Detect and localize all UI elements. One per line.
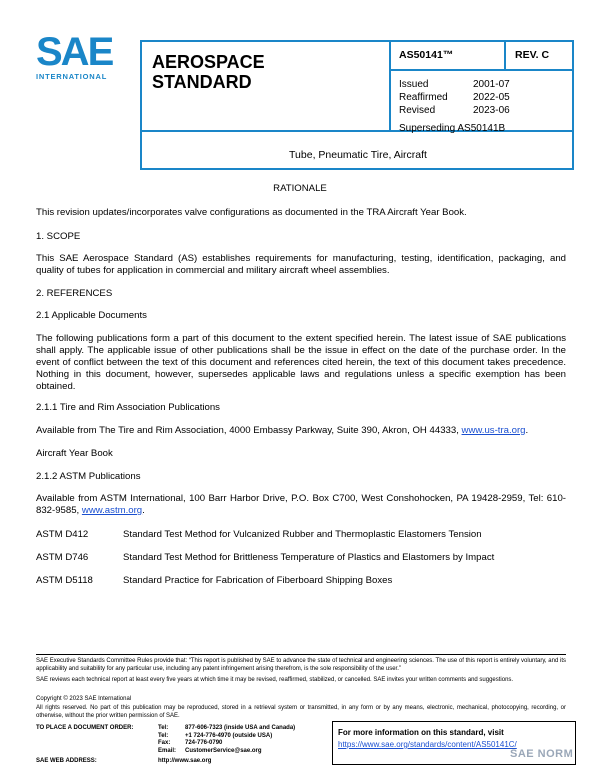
watermark: SAE NORM bbox=[510, 748, 574, 760]
web-address: http://www.sae.org bbox=[158, 758, 212, 764]
footer-review: SAE reviews each technical report at least every five years at which time it may be revised, reaffirmed, stabilized, or cancelled. SAE invites your written comments and suggestions. bbox=[36, 677, 514, 683]
sae-logo-mark: SAE bbox=[36, 30, 113, 74]
list-item: ASTM D412 Standard Test Method for Vulcanized Rubber and Thermoplastic Elastomers Tension bbox=[36, 529, 482, 540]
contact-row: Email: CustomerService@sae.org bbox=[158, 747, 262, 754]
sae-logo bbox=[36, 30, 126, 81]
document-number: AS50141™ bbox=[399, 49, 454, 61]
date-row-issued: Issued 2001-07 bbox=[399, 79, 510, 90]
astm-list bbox=[36, 529, 576, 587]
date-row-reaffirmed: Reaffirmed 2022-05 bbox=[399, 92, 510, 103]
web-label: SAE WEB ADDRESS: bbox=[36, 758, 97, 764]
footer-rights: All rights reserved. No part of this publication may be reproduced, stored in a retrieval system or transmitted, in any form or by any means, electronic, mechanical, photocopying, recording, or otherwise, without the prior written permission of SAE. bbox=[36, 705, 566, 719]
standard-link[interactable]: https://www.sae.org/standards/content/AS50141C/ bbox=[338, 740, 517, 749]
section-2-1-text: The following publications form a part of this document to the extent specified herein. The latest issue of SAE publications shall apply. The applicable issue of other publications shall be the issue in effect on the date of the purchase order. In the event of conflict between the text of this document and references cited herein, the text of this document takes precedence. Nothing in this document, however, supersedes applicable laws and regulations unless a specific exemption has been obtained. bbox=[36, 333, 566, 392]
contact-row: Tel: +1 724-776-4970 (outside USA) bbox=[158, 732, 273, 739]
date-row-revised: Revised 2023-06 bbox=[399, 105, 510, 116]
rationale-text: This revision updates/incorporates valve configurations as documented in the TRA Aircraft Year Book. bbox=[36, 207, 467, 218]
order-contacts bbox=[158, 725, 330, 755]
section-2-heading: 2. REFERENCES bbox=[36, 288, 113, 299]
header-box bbox=[140, 40, 574, 170]
list-item: ASTM D746 Standard Test Method for Brittleness Temperature of Plastics and Elastomers by Impact bbox=[36, 552, 495, 563]
rationale-heading: RATIONALE bbox=[273, 183, 327, 194]
astm-link[interactable]: www.astm.org bbox=[81, 505, 143, 516]
footer-copyright: Copyright © 2023 SAE International bbox=[36, 696, 132, 702]
section-2-1-1-heading: 2.1.1 Tire and Rim Association Publications bbox=[36, 402, 220, 413]
tra-link[interactable]: www.us-tra.org bbox=[461, 425, 526, 436]
aircraft-year-book: Aircraft Year Book bbox=[36, 448, 113, 459]
section-2-1-2-heading: 2.1.2 ASTM Publications bbox=[36, 471, 141, 482]
date-list bbox=[399, 78, 569, 117]
contact-row: Fax: 724-776-0790 bbox=[158, 740, 223, 747]
title-line-2: STANDARD bbox=[152, 72, 252, 92]
document-subject: Tube, Pneumatic Tire, Aircraft bbox=[289, 149, 427, 161]
sae-logo-subtitle: INTERNATIONAL bbox=[36, 72, 108, 81]
tra-availability: Available from The Tire and Rim Association, 4000 Embassy Parkway, Suite 390, Akron, OH 44333, www.us-tra.org. bbox=[36, 425, 529, 436]
revision-label: REV. C bbox=[515, 49, 550, 61]
section-1-heading: 1. SCOPE bbox=[36, 231, 81, 242]
astm-availability: Available from ASTM International, 100 Barr Harbor Drive, P.O. Box C700, West Conshohocken, PA 19428-2959, Tel: 610-832-9585, www.astm.org. bbox=[36, 493, 566, 516]
footer-rules: SAE Executive Standards Committee Rules provide that: “This report is published by SAE to advance the state of technical and engineering sciences. The use of this report is entirely voluntary, and its applicability and suitability for any particular use, including any patent infringement arising therefrom, is the sole responsibility of the user.” bbox=[36, 658, 566, 672]
footer-divider bbox=[36, 654, 566, 655]
title-line-1: AEROSPACE bbox=[152, 52, 265, 72]
superseding-note: Superseding AS50141B bbox=[399, 123, 506, 134]
document-type bbox=[152, 52, 265, 92]
order-label: TO PLACE A DOCUMENT ORDER: bbox=[36, 725, 134, 731]
section-2-1-heading: 2.1 Applicable Documents bbox=[36, 310, 147, 321]
section-1-text: This SAE Aerospace Standard (AS) establishes requirements for manufacturing, testing, identification, packaging, and quality of tubes for application in commercial and military aircraft wheel assemblies. bbox=[36, 253, 566, 276]
list-item: ASTM D5118 Standard Practice for Fabrication of Fiberboard Shipping Boxes bbox=[36, 575, 393, 586]
contact-row: Tel: 877-606-7323 (inside USA and Canada) bbox=[158, 725, 296, 731]
more-info-title: For more information on this standard, visit bbox=[338, 728, 504, 737]
